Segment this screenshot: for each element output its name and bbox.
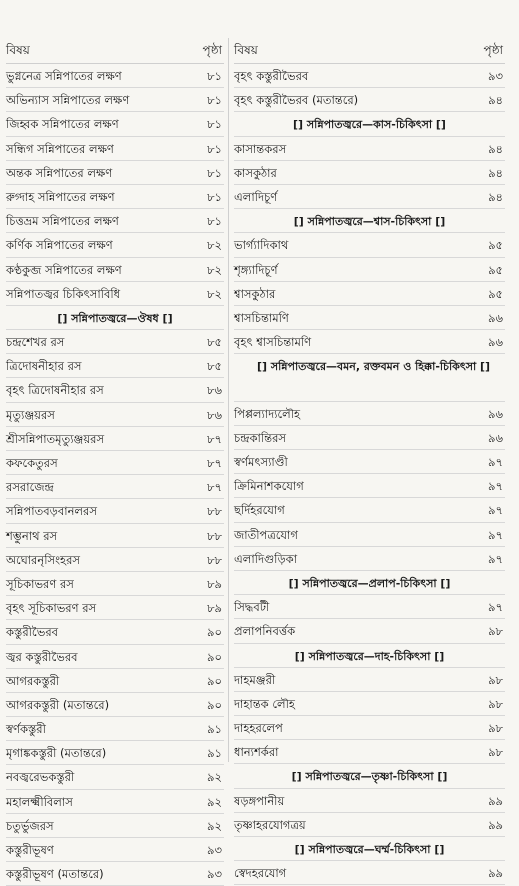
- toc-entry: [6, 185, 224, 209]
- toc-entry: [6, 330, 224, 354]
- entry-page-number: ৯৮: [488, 696, 503, 711]
- entry-page-number: ৮১: [207, 189, 222, 204]
- entry-page-number: ৮৮: [207, 552, 222, 567]
- entry-title: জাতীপত্রযোগ: [234, 527, 298, 542]
- toc-list-left: [6, 64, 224, 886]
- toc-list-right: [234, 64, 505, 885]
- toc-entry: [6, 282, 224, 306]
- entry-page-number: ৯৯: [488, 793, 503, 808]
- entry-title: বৃহৎ সূচিকাভরণ রস: [6, 601, 97, 616]
- toc-entry: [6, 378, 224, 402]
- section-title: [] সন্নিপাতজ্বরে—শ্বাস-চিকিৎসা []: [293, 215, 446, 229]
- entry-page-number: ৯৬: [488, 406, 503, 421]
- toc-entry: [6, 112, 224, 136]
- entry-title: স্বর্ণকস্তুরী: [6, 722, 46, 737]
- entry-title: সিদ্ধবটী: [234, 600, 270, 615]
- toc-entry: [6, 548, 224, 572]
- entry-title: জিহ্বক সন্নিপাতের লক্ষণ: [6, 117, 119, 132]
- entry-page-number: ৯৫: [488, 286, 503, 301]
- entry-title: সন্নিপাতজ্বর চিকিৎসাবিধি: [6, 286, 121, 301]
- entry-title: জ্বর কস্তুরীভৈরব: [6, 649, 78, 664]
- toc-entry: [234, 668, 505, 692]
- toc-entry: [6, 693, 224, 717]
- toc-entry: [6, 427, 224, 451]
- section-title: [] সন্নিপাতজ্বরে—ঘর্ম্ম-চিকিৎসা []: [294, 843, 445, 857]
- entry-title: রুগ্দাহ সন্নিপাতের লক্ষণ: [6, 189, 115, 204]
- entry-page-number: ৯৪: [488, 189, 503, 204]
- entry-title: স্বেদহরযোগ: [234, 866, 287, 881]
- entry-title: বৃহৎ কস্তুরীভৈরব: [234, 69, 309, 83]
- toc-entry: [234, 523, 505, 547]
- entry-title: সন্নিপাতবড়বানলরস: [6, 504, 97, 519]
- toc-entry: [234, 498, 505, 522]
- toc-entry: [234, 861, 505, 885]
- section-title: [] সন্নিপাতজ্বরে—দাহ-চিকিৎসা []: [294, 649, 445, 663]
- entry-page-number: ৮৮: [207, 528, 222, 543]
- entry-title: কফকেতুরস: [6, 456, 58, 470]
- entry-title: চন্দ্রশেখর রস: [6, 335, 65, 350]
- entry-page-number: ৯১: [207, 722, 222, 737]
- entry-title: আগরকস্তুরী (মতান্তরে): [6, 697, 110, 712]
- section-heading: [234, 644, 505, 668]
- entry-title: সূচিকাভরণ রস: [6, 576, 74, 591]
- toc-entry: [6, 814, 224, 838]
- section-heading: [234, 764, 505, 788]
- toc-entry: [6, 233, 224, 257]
- entry-page-number: ৮৭: [207, 480, 222, 495]
- toc-entry: [234, 716, 505, 740]
- section-heading: [6, 306, 224, 330]
- entry-page-number: ৯২: [207, 818, 222, 833]
- toc-entry: [6, 403, 224, 427]
- toc-entry: [234, 789, 505, 813]
- entry-page-number: ৮৫: [207, 335, 222, 350]
- section-title: [] সন্নিপাতজ্বরে—বমন, রক্তবমন ও হিক্কা-চিকিৎসা []: [256, 360, 491, 374]
- toc-entry: [234, 692, 505, 716]
- column-header: [234, 38, 505, 64]
- entry-page-number: ৯৮: [488, 624, 503, 639]
- entry-page-number: ৯৫: [488, 238, 503, 253]
- toc-entry: [234, 426, 505, 450]
- entry-page-number: ৮৭: [207, 431, 222, 446]
- entry-page-number: ৮১: [207, 69, 222, 83]
- entry-page-number: ৮২: [207, 238, 222, 253]
- entry-title: মৃগাঙ্ককস্তুরী (মতান্তরে): [6, 746, 107, 761]
- entry-title: কস্তুরীভৈরব: [6, 625, 59, 640]
- toc-entry: [234, 88, 505, 112]
- entry-page-number: ৮২: [207, 262, 222, 277]
- entry-page-number: ৮৮: [207, 504, 222, 519]
- section-heading: [234, 354, 505, 401]
- section-heading: [234, 837, 505, 861]
- toc-entry: [234, 330, 505, 354]
- toc-entry: [6, 765, 224, 789]
- entry-title: এলাদিগুড়িকা: [234, 551, 298, 566]
- entry-page-number: ৯৫: [488, 262, 503, 277]
- entry-page-number: ৯৩: [207, 843, 222, 857]
- entry-page-number: ৮৬: [207, 407, 222, 422]
- entry-page-number: ৯৭: [488, 503, 503, 518]
- section-title: [] সন্নিপাতজ্বরে—প্রলাপ-চিকিৎসা []: [288, 576, 451, 590]
- entry-page-number: ৯৭: [488, 527, 503, 542]
- toc-entry: [234, 619, 505, 643]
- entry-page-number: ৯৮: [488, 672, 503, 687]
- entry-title: নবজ্বরেভকস্তুরী: [6, 770, 75, 785]
- toc-entry: [234, 161, 505, 185]
- toc-entry: [234, 233, 505, 257]
- toc-entry: [6, 717, 224, 741]
- entry-page-number: ৯০: [207, 649, 222, 664]
- entry-title: রসরাজেন্দ্র: [6, 480, 54, 495]
- entry-page-number: ৮৯: [207, 601, 222, 616]
- entry-title: এলাদিচূর্ণ: [234, 189, 278, 204]
- entry-page-number: ৯৬: [488, 310, 503, 325]
- entry-page-number: ৮১: [207, 141, 222, 156]
- entry-page-number: ৮৬: [207, 383, 222, 398]
- entry-page-number: ৮২: [207, 286, 222, 301]
- entry-title: ত্রিদোষনীহার রস: [6, 359, 82, 374]
- entry-title: চতুর্ভুজরস: [6, 818, 54, 833]
- entry-title: আগরকস্তুরী: [6, 673, 60, 688]
- entry-title: অন্তক সন্নিপাতের লক্ষণ: [6, 165, 113, 180]
- toc-entry: [234, 306, 505, 330]
- entry-title: ক্রিমিনাশকযোগ: [234, 479, 304, 494]
- entry-page-number: ৯৭: [488, 551, 503, 566]
- entry-title: ছর্দিহরযোগ: [234, 503, 285, 518]
- toc-entry: [234, 547, 505, 571]
- toc-column-left: [6, 38, 224, 886]
- section-heading: [234, 571, 505, 595]
- toc-entry: [6, 137, 224, 161]
- entry-page-number: ৯৩: [488, 69, 503, 83]
- entry-title: বৃহৎ ত্রিদোষনীহার রস: [6, 383, 104, 398]
- entry-title: বৃহৎ শ্বাসচিন্তামণি: [234, 335, 312, 350]
- entry-title: শ্রীসন্নিপাতমৃত্যুঞ্জয়রস: [6, 431, 105, 446]
- entry-page-number: ৯৮: [488, 745, 503, 760]
- entry-title: মহালক্ষ্মীবিলাস: [6, 794, 73, 809]
- entry-title: কস্তুরীভূষণ: [6, 843, 54, 857]
- toc-entry: [234, 185, 505, 209]
- toc-entry: [6, 499, 224, 523]
- entry-page-number: ৯৭: [488, 479, 503, 494]
- entry-title: বৃহৎ কস্তুরীভৈরব (মতান্তরে): [234, 93, 359, 108]
- toc-entry: [234, 740, 505, 764]
- toc-entry: [234, 64, 505, 88]
- toc-entry: [6, 354, 224, 378]
- toc-entry: [6, 64, 224, 88]
- toc-entry: [234, 474, 505, 498]
- entry-page-number: ৯০: [207, 625, 222, 640]
- entry-page-number: ৮১: [207, 165, 222, 180]
- entry-page-number: ৯৪: [488, 165, 503, 180]
- entry-page-number: ৯৬: [488, 430, 503, 445]
- toc-entry: [6, 645, 224, 669]
- entry-page-number: ৯০: [207, 697, 222, 712]
- toc-entry: [6, 620, 224, 644]
- toc-entry: [234, 258, 505, 282]
- entry-title: পিপ্পল্যাদ্যলৌহ: [234, 406, 301, 421]
- section-heading: [234, 112, 505, 136]
- toc-entry: [6, 451, 224, 475]
- entry-title: কাসান্তকরস: [234, 141, 287, 156]
- entry-page-number: ৯১: [207, 746, 222, 761]
- toc-entry: [234, 282, 505, 306]
- entry-page-number: ৮৯: [207, 576, 222, 591]
- entry-page-number: ৯৯: [488, 817, 503, 832]
- entry-title: চিত্তভ্রম সন্নিপাতের লক্ষণ: [6, 214, 119, 229]
- toc-column-right: [234, 38, 505, 885]
- entry-page-number: ৯২: [207, 794, 222, 809]
- column-divider: [228, 38, 229, 762]
- toc-entry: [6, 161, 224, 185]
- toc-entry: [6, 596, 224, 620]
- entry-title: তৃষ্ণাহরযোগত্রয়: [234, 817, 306, 832]
- entry-title: স্বর্ণমৎস্যাণ্ডী: [234, 455, 288, 470]
- toc-entry: [234, 595, 505, 619]
- entry-title: মৃত্যুঞ্জয়রস: [6, 407, 55, 422]
- header-subject: বিষয়: [234, 43, 258, 57]
- entry-title: কণ্ঠকুব্জ সন্নিপাতের লক্ষণ: [6, 262, 122, 277]
- toc-entry: [6, 572, 224, 596]
- toc-entry: [6, 524, 224, 548]
- entry-page-number: ৮৫: [207, 359, 222, 374]
- toc-entry: [234, 402, 505, 426]
- entry-page-number: ৮১: [207, 93, 222, 108]
- toc-entry: [6, 88, 224, 112]
- section-title: [] সন্নিপাতজ্বরে—তৃষ্ণা-চিকিৎসা []: [291, 770, 448, 784]
- header-page: পৃষ্ঠা: [202, 43, 222, 57]
- entry-page-number: ৯৪: [488, 141, 503, 156]
- entry-page-number: ৯২: [207, 770, 222, 785]
- section-title: [] সন্নিপাতজ্বরে—কাস-চিকিৎসা []: [293, 118, 446, 132]
- section-title: [] সন্নিপাতজ্বরে—ঔষধ []: [57, 311, 173, 325]
- entry-title: শম্ভুনাথ রস: [6, 528, 58, 543]
- entry-title: শ্বাসকুঠার: [234, 286, 276, 301]
- entry-title: দাহান্তক লৌহ: [234, 696, 295, 711]
- header-page: পৃষ্ঠা: [483, 43, 503, 57]
- entry-title: কস্তুরীভূষণ (মতান্তরে): [6, 867, 104, 882]
- toc-entry: [6, 741, 224, 765]
- entry-title: প্রলাপনিবর্ত্তক: [234, 624, 296, 639]
- column-header: [6, 38, 224, 64]
- entry-title: শ্বাসচিন্তামণি: [234, 310, 289, 325]
- entry-title: দাহমঞ্জরী: [234, 672, 276, 687]
- entry-page-number: ৮১: [207, 117, 222, 132]
- toc-entry: [6, 669, 224, 693]
- entry-page-number: ৮৭: [207, 456, 222, 470]
- entry-page-number: ৯৩: [207, 867, 222, 882]
- entry-title: কাসকুঠার: [234, 165, 277, 180]
- entry-title: কর্ণিক সন্নিপাতের লক্ষণ: [6, 238, 113, 253]
- entry-page-number: ৯৯: [488, 866, 503, 881]
- toc-entry: [6, 790, 224, 814]
- entry-page-number: ৯৭: [488, 455, 503, 470]
- toc-entry: [6, 475, 224, 499]
- entry-title: ভুগ্ননেত্র সন্নিপাতের লক্ষণ: [6, 69, 122, 83]
- entry-title: চন্দ্রকান্তিরস: [234, 430, 287, 445]
- entry-page-number: ৯৮: [488, 721, 503, 736]
- entry-title: ধান্যশর্করা: [234, 745, 279, 760]
- toc-entry: [6, 838, 224, 862]
- entry-title: অভিন্যাস সন্নিপাতের লক্ষণ: [6, 93, 130, 108]
- entry-title: সন্ধিগ সন্নিপাতের লক্ষণ: [6, 141, 114, 156]
- entry-page-number: ৯৬: [488, 335, 503, 350]
- toc-entry: [234, 137, 505, 161]
- entry-title: অঘোরনৃসিংহরস: [6, 552, 81, 567]
- entry-title: ষড়ঙ্গপানীয়: [234, 793, 285, 808]
- toc-entry: [234, 450, 505, 474]
- entry-title: দাহহরলেপ: [234, 721, 283, 736]
- entry-page-number: ৮১: [207, 214, 222, 229]
- entry-page-number: ৯০: [207, 673, 222, 688]
- header-subject: বিষয়: [6, 43, 30, 57]
- entry-page-number: ৯৪: [488, 93, 503, 108]
- entry-title: শৃঙ্গ্যাদিচূর্ণ: [234, 262, 278, 277]
- toc-entry: [234, 813, 505, 837]
- toc-entry: [6, 862, 224, 886]
- entry-title: ভার্গ্যাদিকাথ: [234, 238, 289, 253]
- entry-page-number: ৯৭: [488, 600, 503, 615]
- toc-entry: [6, 258, 224, 282]
- toc-entry: [6, 209, 224, 233]
- section-heading: [234, 209, 505, 233]
